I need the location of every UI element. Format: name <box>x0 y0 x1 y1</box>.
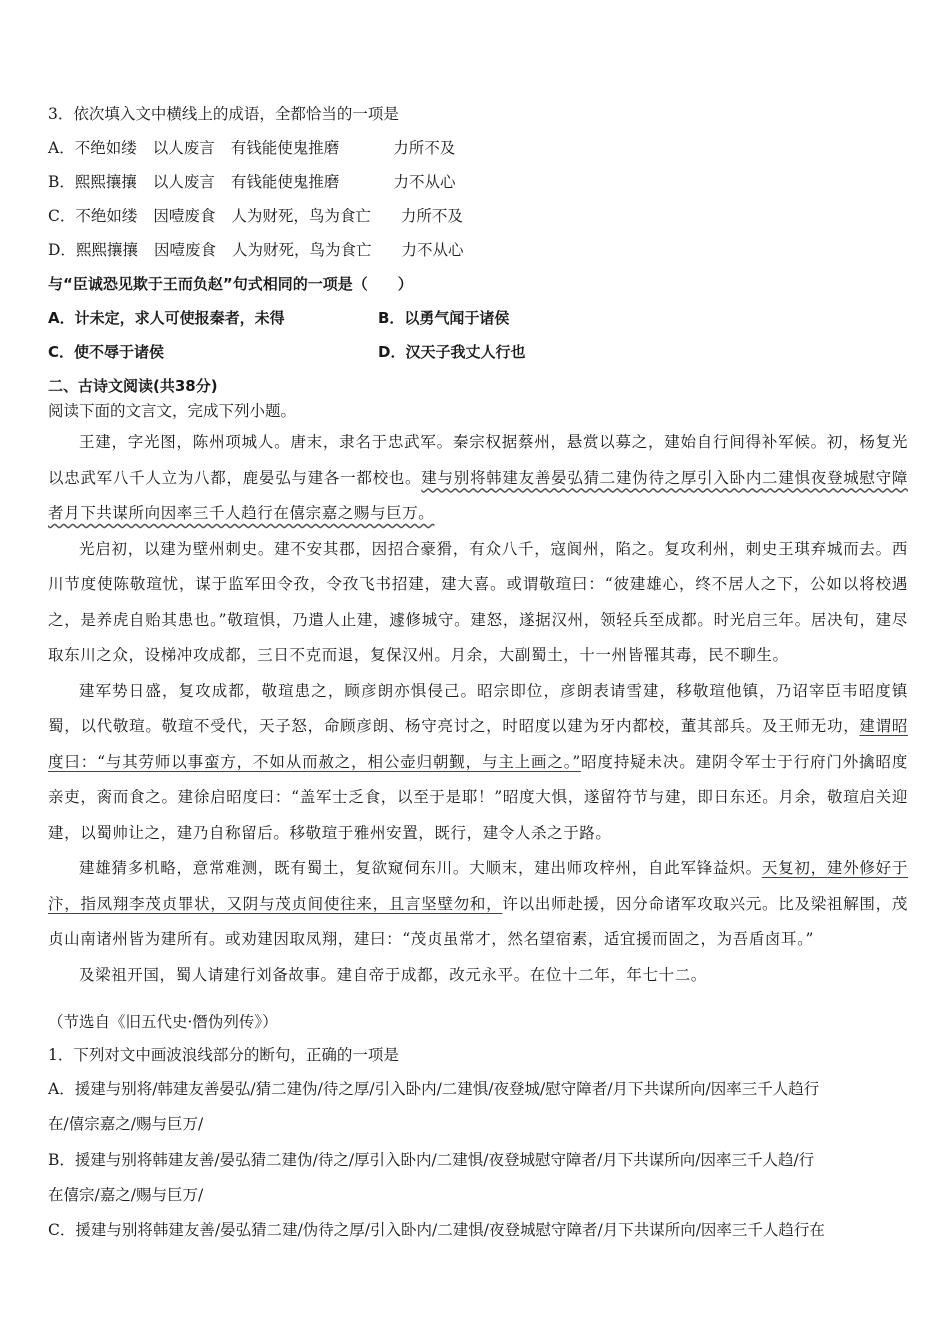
idiom-1: 不绝如缕 <box>74 139 137 157</box>
idiom-2: 因噎废食 <box>153 241 216 259</box>
passage-text: 建雄猜多机略，意常难测，既有蜀土，复欲窥伺东川。大顺末，建出师攻梓州，自此军锋益炽。 <box>79 859 762 877</box>
q4-option-d[interactable]: D．汉天子我丈人行也 <box>378 343 526 361</box>
classical-passage <box>48 425 908 993</box>
q1-stem: 1．下列对文中画波浪线部分的断句，正确的一项是 <box>48 1046 399 1064</box>
passage-text: 王建，字光图，陈州项城人。唐末，隶名于忠武军。秦宗权据蔡州，悬赏以募之，建始自行间得补军候。初，杨复光以忠武军八千人立为八都，鹿晏弘与建各一都校也。 <box>48 433 908 487</box>
q3-option-d[interactable] <box>48 238 464 260</box>
idiom-1: 不绝如缕 <box>75 207 138 225</box>
q1-option-a-line2[interactable]: 在/僖宗嘉之/赐与巨万/ <box>48 1115 204 1133</box>
q3-option-c[interactable] <box>48 204 463 226</box>
q1-option-b-line2[interactable]: 在僖宗/嘉之/赐与巨万/ <box>48 1186 204 1204</box>
option-label: D． <box>48 241 76 259</box>
q1-option-a-line1[interactable]: A．援建与别将/韩建友善晏弘/猜二建伪/待之厚/引入卧内/二建惧/夜登城/慰守障者/月下共谋所向/因率三千人趋行 <box>48 1080 820 1098</box>
idiom-2: 以人废言 <box>152 139 215 157</box>
wavy-underlined-text: 建与别将韩建友善晏弘猜二建伪待之厚引入卧内二建惧夜登城慰守障者月下共谋所向因率三千人趋行在僖宗嘉之赐与巨万。 <box>48 468 908 522</box>
q3-option-b[interactable] <box>48 170 455 192</box>
idiom-3: 人为财死，鸟为食亡 <box>231 207 371 225</box>
option-label: C． <box>48 207 76 225</box>
section-title: 二、古诗文阅读(共38分) <box>48 377 218 395</box>
idiom-2: 因噎废食 <box>153 207 216 225</box>
q1-option-c-line1[interactable]: C．援建与别将韩建友善/晏弘猜二建/伪待之厚/引入卧内/二建惧/夜登城慰守障者/月下共谋所向/因率三千人趋行在 <box>48 1221 825 1239</box>
idiom-4: 力所不及 <box>400 207 463 225</box>
q3-option-a[interactable] <box>48 136 455 158</box>
passage-paragraph-4 <box>48 851 908 958</box>
idiom-2: 以人废言 <box>152 173 215 191</box>
passage-paragraph-1 <box>48 425 908 532</box>
q3-stem: 3．依次填入文中横线上的成语，全都恰当的一项是 <box>48 105 399 123</box>
idiom-4: 力不从心 <box>401 241 464 259</box>
passage-paragraph-3 <box>48 674 908 852</box>
underlined-sentence-2: 天复初，建外修好于汴，指凤翔李茂贞罪状，又阴与茂贞间使往来，且言坚壁勿和， <box>48 859 909 913</box>
q1-option-b-line1[interactable]: B．援建与别将韩建友善/晏弘猜二建伪/待之/厚引入卧内/二建惧/夜登城慰守障者/月下共谋所向/因率三千人趋/行 <box>48 1151 815 1169</box>
idiom-4: 力所不及 <box>393 139 456 157</box>
idiom-3: 有钱能使鬼推磨 <box>230 139 340 157</box>
idiom-3: 有钱能使鬼推磨 <box>230 173 340 191</box>
passage-text: 昭度持疑未决。建阴令军士于行府门外擒昭度亲吏，脔而食之。建徐启昭度曰：“盖军士乏食，以至于是耶！”昭度大惧，遂留符节与建，即日东还。月余，敬瑄启关迎建，以蜀帅让之，建乃自称留后。移敬瑄于雅州安置，既行，建令人杀之于路。 <box>48 752 908 842</box>
passage-paragraph-5: 及梁祖开国，蜀人请建行刘备故事。建自帝于成都，改元永平。在位十二年，年七十二。 <box>79 965 707 984</box>
option-label: B． <box>48 173 75 191</box>
q4-option-c[interactable]: C．使不辱于诸侯 <box>48 343 165 361</box>
underlined-sentence-1: 建谓昭度曰：“与其劳师以事蛮方，不如从而赦之，相公壶归朝觐，与主上画之。” <box>48 717 908 771</box>
idiom-4: 力不从心 <box>393 173 456 191</box>
passage-source: （节选自《旧五代史·僭伪列传》） <box>48 1013 278 1031</box>
idiom-3: 人为财死，鸟为食亡 <box>231 241 372 259</box>
passage-text: 许以出师赴援，因分命诸军攻取兴元。比及梁祖解围，茂贞山南诸州皆为建所有。或劝建因取凤翔，建曰：“茂贞虽常才，然名望宿素，适宜援而固之，为吾盾卤耳。” <box>48 894 908 948</box>
idiom-1: 熙熙攘攘 <box>75 241 138 259</box>
passage-paragraph-2: 光启初，以建为壁州刺史。建不安其郡，因招合豪猾，有众八千，寇阆州，陷之。复攻利州，刺史王琪弃城而去。西川节度使陈敬瑄忧，谋于监军田令孜，令孜飞书招建，建大喜。或谓敬瑄曰：“彼建雄心，终不居人之下，公如以将校遇之，是养虎自贻其患也。”敬瑄惧，乃遣人止建，遽修城守。建怒，遂据汉州，领轻兵至成都。时光启三年。居决旬，建尽取东川之众，设梯冲攻成都，三日不克而退，复保汉州。月余，大副蜀土，十一州皆罹其毒，民不聊生。 <box>48 539 908 664</box>
q4-option-a[interactable]: A．计未定，求人可使报秦者，未得 <box>48 309 285 327</box>
passage-text: 建军势日盛，复攻成都，敬瑄患之，顾彦朗亦惧侵己。昭宗即位，彦朗表请雪建，移敬瑄他镇，乃诏宰臣韦昭度镇蜀，以代敬瑄。敬瑄不受代，天子怒，命顾彦朗、杨守亮讨之，时昭度以建为牙内都校，董其部兵。及王师无功， <box>48 681 908 735</box>
q4-option-b[interactable]: B．以勇气闻于诸侯 <box>378 309 510 327</box>
option-label: A． <box>48 139 75 157</box>
section-instruction: 阅读下面的文言文，完成下列小题。 <box>48 402 297 420</box>
q4-stem: 与“臣诚恐见欺于王而负赵”句式相同的一项是（ ） <box>48 275 413 293</box>
idiom-1: 熙熙攘攘 <box>74 173 137 191</box>
